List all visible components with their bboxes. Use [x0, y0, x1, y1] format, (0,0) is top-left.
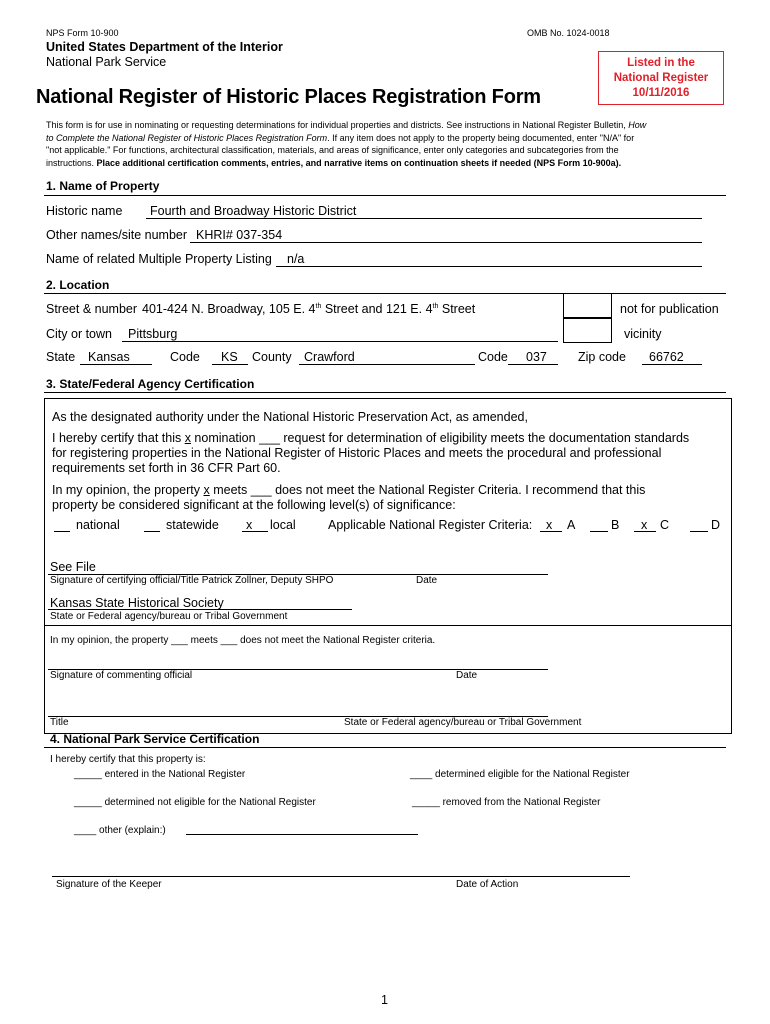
criterion-a-blank	[540, 531, 562, 532]
street-part3: Street	[438, 302, 476, 316]
intro-bulletin-title: to Complete the National Register of Historic Places Registration Form	[46, 132, 328, 143]
criterion-d-label: D	[711, 518, 721, 532]
option-removed[interactable]: _____ removed from the National Register	[412, 797, 601, 808]
county-code-line	[508, 364, 558, 365]
certify-text3: request for determination of eligibility meets the documentation standards	[279, 431, 690, 445]
street-part2: Street and 121 E. 4	[321, 302, 433, 316]
certifying-agency-line	[48, 609, 352, 610]
section2-rule	[44, 293, 726, 294]
other-explain-line[interactable]	[186, 834, 418, 835]
listed-stamp-line2: National Register	[613, 72, 709, 84]
section2-heading: 2. Location	[46, 278, 110, 292]
national-label: national	[76, 518, 120, 532]
mpl-label: Name of related Multiple Property Listing	[46, 252, 272, 266]
authority-statement: As the designated authority under the National Historic Preservation Act, as amended,	[52, 410, 528, 424]
section4-heading: 4. National Park Service Certification	[50, 732, 260, 746]
commenting-opinion: In my opinion, the property ___ meets ___ does not meet the National Register criteria.	[50, 635, 436, 646]
local-mark[interactable]: x	[246, 518, 253, 532]
historic-name-label: Historic name	[46, 204, 123, 218]
criterion-d-blank[interactable]	[690, 531, 708, 532]
section3-rule	[44, 392, 726, 393]
intro-line2: . If any item does not apply to the property being documented, enter "N/A" for	[327, 132, 635, 143]
omb-number: OMB No. 1024-0018	[527, 28, 610, 38]
section1-rule	[44, 195, 726, 196]
commenting-date-label: Date	[456, 670, 478, 681]
department-name: United States Department of the Interior	[46, 40, 283, 54]
not-meet-mark[interactable]: ___	[250, 483, 272, 497]
opinion-text3: does not meet the National Register Criteria. I recommend that this	[271, 483, 646, 497]
vicinity-label: vicinity	[624, 327, 662, 341]
keeper-signature-label: Signature of the Keeper	[56, 879, 162, 890]
county-value[interactable]: Crawford	[304, 350, 355, 364]
state-code-value[interactable]: KS	[221, 350, 238, 364]
title-agency-label: State or Federal agency/bureau or Tribal Government	[344, 717, 582, 728]
street-value[interactable]	[142, 302, 475, 316]
meets-mark[interactable]: x	[203, 483, 210, 497]
intro-line4-bold: Place additional certification comments, entries, and narrative items on continuation sheets if needed (NPS Form 10-900a).	[96, 157, 622, 168]
opinion-line2: property be considered significant at the following level(s) of significance:	[52, 498, 456, 512]
other-names-value[interactable]: KHRI# 037-354	[196, 228, 283, 242]
local-label: local	[270, 518, 296, 532]
section3-heading: 3. State/Federal Agency Certification	[46, 377, 255, 391]
criterion-b-blank[interactable]	[590, 531, 608, 532]
street-label: Street & number	[46, 302, 138, 316]
intro-line4: instructions.	[46, 157, 97, 168]
form-title: National Register of Historic Places Registration Form	[36, 86, 541, 108]
option-entered[interactable]: _____ entered in the National Register	[74, 769, 246, 780]
commenting-signature-label: Signature of commenting official	[50, 670, 193, 681]
state-line	[80, 364, 152, 365]
intro-text	[46, 119, 726, 169]
certify-text2: nomination	[190, 431, 260, 445]
criteria-label: Applicable National Register Criteria:	[328, 518, 533, 532]
opinion-text1: In my opinion, the property	[52, 483, 204, 497]
signature-value[interactable]: See File	[50, 560, 96, 574]
section1-heading: 1. Name of Property	[46, 179, 160, 193]
city-label: City or town	[46, 327, 112, 341]
vicinity-checkbox[interactable]	[563, 318, 612, 343]
form-number: NPS Form 10-900	[46, 28, 119, 38]
criterion-a-mark[interactable]: x	[546, 518, 553, 532]
street-part1: 401-424 N. Broadway, 105 E. 4	[142, 302, 316, 316]
opinion-line1	[52, 483, 645, 497]
nps-certify-statement: I hereby certify that this property is:	[50, 754, 206, 765]
county-label: County	[252, 350, 292, 364]
agency-name: National Park Service	[46, 55, 167, 69]
local-blank	[242, 531, 268, 532]
state-code-label: Code	[170, 350, 200, 364]
listed-stamp	[598, 51, 724, 105]
criterion-c-blank	[634, 531, 656, 532]
criterion-c-label: C	[660, 518, 670, 532]
mpl-line	[276, 266, 702, 267]
national-blank[interactable]	[54, 531, 70, 532]
certify-line2: for registering properties in the National Register of Historic Places and meets the procedural and professional	[52, 446, 662, 460]
city-value[interactable]: Pittsburg	[128, 327, 178, 341]
county-code-label: Code	[478, 350, 508, 364]
not-for-publication-checkbox[interactable]	[563, 293, 612, 318]
option-determined-eligible[interactable]: ____ determined eligible for the National Register	[410, 769, 630, 780]
section4-rule	[44, 747, 726, 748]
certify-text1: I hereby certify that this	[52, 431, 185, 445]
historic-name-value[interactable]: Fourth and Broadway Historic District	[150, 204, 357, 218]
state-value[interactable]: Kansas	[88, 350, 130, 364]
county-line	[299, 364, 475, 365]
state-code-line	[212, 364, 248, 365]
listed-stamp-date: 10/11/2016	[632, 87, 690, 99]
county-code-value[interactable]: 037	[526, 350, 547, 364]
state-label: State	[46, 350, 76, 364]
criterion-a-label: A	[567, 518, 576, 532]
certifying-agency-value[interactable]: Kansas State Historical Society	[50, 596, 224, 610]
nomination-mark[interactable]: x	[184, 431, 191, 445]
city-line	[122, 341, 558, 342]
zip-line	[642, 364, 702, 365]
request-mark[interactable]: ___	[259, 431, 280, 445]
street-sup1: th	[315, 302, 322, 310]
page-number: 1	[381, 993, 388, 1007]
certify-line1	[52, 431, 689, 445]
zip-label: Zip code	[578, 350, 626, 364]
keeper-signature-line	[52, 876, 630, 877]
option-not-eligible[interactable]: _____ determined not eligible for the National Register	[74, 797, 316, 808]
historic-name-line	[146, 218, 702, 219]
intro-line1: This form is for use in nominating or requesting determinations for individual properties and districts. See instructions in National Register Bulletin,	[46, 120, 629, 130]
street-sup2: th	[432, 302, 439, 310]
opinion-text2: meets	[209, 483, 251, 497]
signature-date-label: Date	[416, 575, 438, 586]
signature-label: Signature of certifying official/Title Patrick Zollner, Deputy SHPO	[50, 575, 334, 586]
date-of-action-label: Date of Action	[456, 879, 519, 890]
criterion-c-mark[interactable]: x	[641, 518, 648, 532]
statewide-blank[interactable]	[144, 531, 160, 532]
zip-value[interactable]: 66762	[649, 350, 684, 364]
other-names-line	[190, 242, 702, 243]
criterion-b-label: B	[611, 518, 620, 532]
intro-line3: "not applicable." For functions, architectural classification, materials, and areas of significance, enter only categories and subcategories from the	[46, 145, 619, 155]
intro-line1-italic: How	[628, 120, 647, 130]
title-label: Title	[50, 717, 69, 728]
mpl-value[interactable]: n/a	[287, 252, 305, 266]
certifying-agency-label: State or Federal agency/bureau or Tribal Government	[50, 611, 288, 622]
option-other[interactable]: ____ other (explain:)	[74, 825, 166, 836]
other-names-label: Other names/site number	[46, 228, 188, 242]
statewide-label: statewide	[166, 518, 219, 532]
commenting-divider	[44, 625, 732, 626]
certify-line3: requirements set forth in 36 CFR Part 60.	[52, 461, 281, 475]
not-for-publication-label: not for publication	[620, 302, 719, 316]
listed-stamp-line1: Listed in the	[627, 57, 695, 69]
